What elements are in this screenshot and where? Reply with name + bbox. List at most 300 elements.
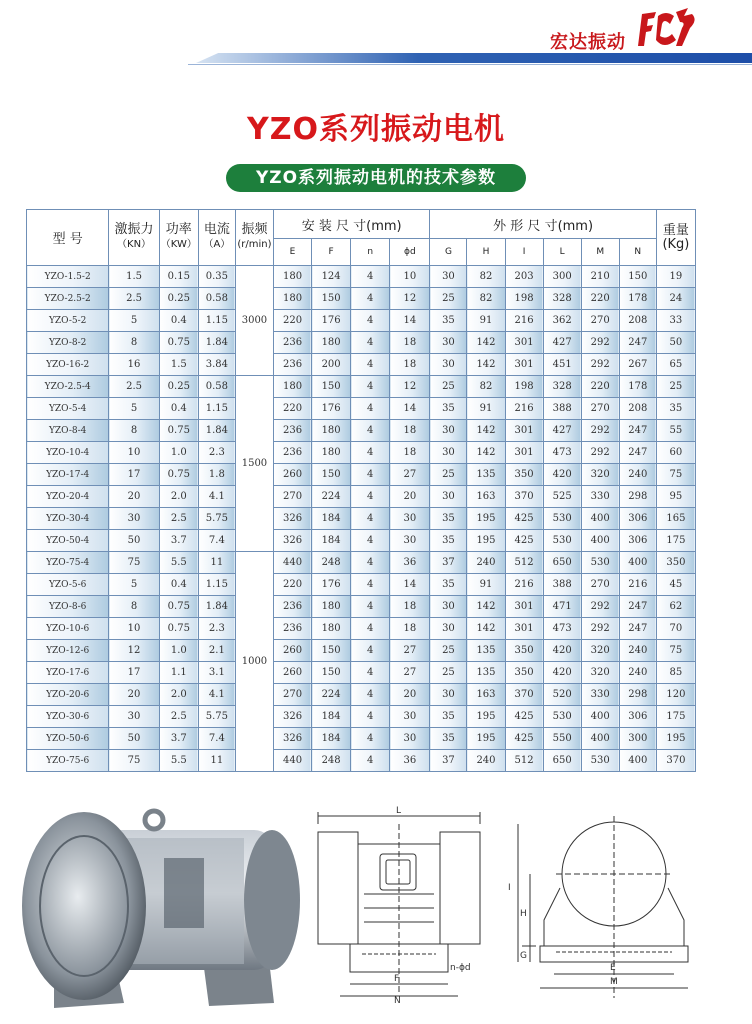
value-cell: 550 — [543, 728, 581, 750]
value-cell: 165 — [656, 508, 695, 530]
value-cell: 650 — [543, 750, 581, 772]
value-cell: 236 — [273, 442, 311, 464]
value-cell: 3.7 — [159, 530, 198, 552]
value-cell: 30 — [430, 486, 467, 508]
value-cell: 427 — [543, 420, 581, 442]
model-cell: YZO-5-6 — [27, 574, 109, 596]
value-cell: 400 — [619, 750, 656, 772]
value-cell: 216 — [619, 574, 656, 596]
table-row — [27, 398, 696, 420]
value-cell: 37 — [430, 552, 467, 574]
value-cell: 328 — [543, 288, 581, 310]
value-cell: 3.1 — [198, 662, 235, 684]
value-cell: 12 — [390, 288, 430, 310]
value-cell: 0.4 — [159, 398, 198, 420]
dim-label-G: G — [520, 951, 527, 961]
value-cell: 195 — [467, 508, 505, 530]
value-cell: 30 — [390, 508, 430, 530]
value-cell: 2.5 — [159, 508, 198, 530]
dim-label-N: N — [394, 996, 401, 1004]
value-cell: 298 — [619, 684, 656, 706]
value-cell: 2.5 — [159, 706, 198, 728]
value-cell: 175 — [656, 530, 695, 552]
value-cell: 320 — [581, 464, 619, 486]
model-cell: YZO-50-4 — [27, 530, 109, 552]
value-cell: 224 — [312, 684, 351, 706]
page-title: YZO系列振动电机 — [247, 112, 505, 147]
value-cell: 2.5 — [109, 376, 159, 398]
value-cell: 292 — [581, 596, 619, 618]
value-cell: 301 — [505, 442, 543, 464]
value-cell: 150 — [312, 640, 351, 662]
value-cell: 14 — [390, 398, 430, 420]
value-cell: 95 — [656, 486, 695, 508]
value-cell: 180 — [312, 420, 351, 442]
value-cell: 240 — [619, 464, 656, 486]
value-cell: 2.0 — [159, 684, 198, 706]
value-cell: 220 — [273, 398, 311, 420]
value-cell: 420 — [543, 464, 581, 486]
value-cell: 4 — [351, 750, 390, 772]
value-cell: 120 — [656, 684, 695, 706]
value-cell: 320 — [581, 640, 619, 662]
value-cell: 530 — [543, 530, 581, 552]
value-cell: 425 — [505, 530, 543, 552]
value-cell: 425 — [505, 508, 543, 530]
value-cell: 1.84 — [198, 420, 235, 442]
table-row — [27, 706, 696, 728]
col-E: E — [273, 239, 311, 266]
value-cell: 1.1 — [159, 662, 198, 684]
value-cell: 236 — [273, 354, 311, 376]
model-cell: YZO-8-4 — [27, 420, 109, 442]
value-cell: 17 — [109, 464, 159, 486]
value-cell: 208 — [619, 310, 656, 332]
value-cell: 216 — [505, 398, 543, 420]
value-cell: 35 — [430, 398, 467, 420]
value-cell: 4 — [351, 728, 390, 750]
value-cell: 267 — [619, 354, 656, 376]
value-cell: 306 — [619, 530, 656, 552]
table-row — [27, 530, 696, 552]
value-cell: 326 — [273, 530, 311, 552]
value-cell: 370 — [505, 684, 543, 706]
value-cell: 4 — [351, 310, 390, 332]
value-cell: 180 — [273, 376, 311, 398]
value-cell: 7.4 — [198, 728, 235, 750]
value-cell: 20 — [109, 684, 159, 706]
value-cell: 163 — [467, 684, 505, 706]
value-cell: 0.75 — [159, 596, 198, 618]
value-cell: 135 — [467, 640, 505, 662]
value-cell: 10 — [109, 442, 159, 464]
value-cell: 2.3 — [198, 442, 235, 464]
value-cell: 5 — [109, 310, 159, 332]
value-cell: 301 — [505, 618, 543, 640]
table-row — [27, 574, 696, 596]
value-cell: 440 — [273, 552, 311, 574]
value-cell: 1.8 — [198, 464, 235, 486]
value-cell: 75 — [109, 750, 159, 772]
value-cell: 8 — [109, 332, 159, 354]
side-view-drawing — [500, 812, 716, 1008]
value-cell: 530 — [581, 750, 619, 772]
value-cell: 208 — [619, 398, 656, 420]
col-F: F — [312, 239, 351, 266]
value-cell: 18 — [390, 420, 430, 442]
value-cell: 5.5 — [159, 750, 198, 772]
value-cell: 1.15 — [198, 310, 235, 332]
value-cell: 12 — [390, 376, 430, 398]
value-cell: 60 — [656, 442, 695, 464]
col-frequency: 振频 (r/min) — [235, 210, 273, 266]
value-cell: 142 — [467, 332, 505, 354]
value-cell: 65 — [656, 354, 695, 376]
value-cell: 350 — [505, 464, 543, 486]
value-cell: 270 — [273, 684, 311, 706]
value-cell: 236 — [273, 420, 311, 442]
value-cell: 530 — [543, 508, 581, 530]
value-cell: 270 — [581, 310, 619, 332]
value-cell: 184 — [312, 530, 351, 552]
col-force: 激振力 （KN） — [109, 210, 159, 266]
table-row — [27, 486, 696, 508]
model-cell: YZO-8-6 — [27, 596, 109, 618]
model-cell: YZO-5-4 — [27, 398, 109, 420]
value-cell: 70 — [656, 618, 695, 640]
value-cell: 530 — [543, 706, 581, 728]
motor-photo — [14, 798, 308, 1012]
value-cell: 330 — [581, 486, 619, 508]
value-cell: 178 — [619, 288, 656, 310]
model-cell: YZO-75-4 — [27, 552, 109, 574]
value-cell: 150 — [619, 266, 656, 288]
value-cell: 178 — [619, 376, 656, 398]
value-cell: 30 — [390, 728, 430, 750]
value-cell: 4 — [351, 398, 390, 420]
front-view-drawing — [310, 804, 488, 1004]
value-cell: 18 — [390, 596, 430, 618]
value-cell: 5 — [109, 574, 159, 596]
value-cell: 216 — [505, 310, 543, 332]
value-cell: 370 — [656, 750, 695, 772]
value-cell: 4 — [351, 508, 390, 530]
value-cell: 301 — [505, 596, 543, 618]
header-rule — [188, 64, 752, 65]
value-cell: 11 — [198, 552, 235, 574]
dim-label-H: H — [520, 909, 527, 919]
value-cell: 30 — [430, 596, 467, 618]
value-cell: 180 — [312, 332, 351, 354]
value-cell: 236 — [273, 618, 311, 640]
value-cell: 91 — [467, 398, 505, 420]
value-cell: 30 — [390, 530, 430, 552]
model-cell: YZO-10-4 — [27, 442, 109, 464]
header-band — [196, 53, 752, 63]
value-cell: 247 — [619, 618, 656, 640]
value-cell: 425 — [505, 728, 543, 750]
value-cell: 75 — [656, 464, 695, 486]
value-cell: 25 — [430, 662, 467, 684]
value-cell: 440 — [273, 750, 311, 772]
value-cell: 82 — [467, 288, 505, 310]
value-cell: 35 — [430, 728, 467, 750]
value-cell: 350 — [505, 662, 543, 684]
value-cell: 224 — [312, 486, 351, 508]
value-cell: 142 — [467, 354, 505, 376]
value-cell: 247 — [619, 596, 656, 618]
value-cell: 195 — [467, 728, 505, 750]
value-cell: 301 — [505, 354, 543, 376]
value-cell: 248 — [312, 750, 351, 772]
value-cell: 35 — [430, 508, 467, 530]
value-cell: 4 — [351, 266, 390, 288]
value-cell: 0.58 — [198, 288, 235, 310]
value-cell: 530 — [581, 552, 619, 574]
value-cell: 25 — [656, 376, 695, 398]
value-cell: 30 — [109, 508, 159, 530]
value-cell: 4 — [351, 420, 390, 442]
value-cell: 400 — [581, 530, 619, 552]
value-cell: 25 — [430, 640, 467, 662]
value-cell: 82 — [467, 266, 505, 288]
value-cell: 247 — [619, 332, 656, 354]
value-cell: 135 — [467, 662, 505, 684]
value-cell: 300 — [543, 266, 581, 288]
value-cell: 4 — [351, 706, 390, 728]
value-cell: 25 — [430, 288, 467, 310]
dim-label-L: L — [396, 806, 402, 816]
value-cell: 180 — [312, 442, 351, 464]
dim-label-nd: n-ϕd — [450, 963, 471, 973]
col-n: n — [351, 239, 390, 266]
value-cell: 270 — [273, 486, 311, 508]
value-cell: 362 — [543, 310, 581, 332]
col-group-mount: 安 装 尺 寸(mm) — [273, 210, 429, 239]
value-cell: 14 — [390, 310, 430, 332]
value-cell: 17 — [109, 662, 159, 684]
value-cell: 8 — [109, 420, 159, 442]
value-cell: 512 — [505, 552, 543, 574]
value-cell: 0.15 — [159, 266, 198, 288]
value-cell: 36 — [390, 750, 430, 772]
value-cell: 36 — [390, 552, 430, 574]
frequency-cell: 1000 — [235, 552, 273, 772]
value-cell: 85 — [656, 662, 695, 684]
spec-table — [26, 209, 696, 772]
value-cell: 18 — [390, 332, 430, 354]
value-cell: 471 — [543, 596, 581, 618]
value-cell: 400 — [619, 552, 656, 574]
value-cell: 220 — [581, 288, 619, 310]
value-cell: 320 — [581, 662, 619, 684]
value-cell: 200 — [312, 354, 351, 376]
value-cell: 5.75 — [198, 508, 235, 530]
value-cell: 176 — [312, 310, 351, 332]
value-cell: 35 — [430, 530, 467, 552]
dim-label-F: F — [394, 974, 400, 984]
value-cell: 180 — [273, 288, 311, 310]
model-cell: YZO-30-6 — [27, 706, 109, 728]
col-N: N — [619, 239, 656, 266]
value-cell: 306 — [619, 706, 656, 728]
value-cell: 520 — [543, 684, 581, 706]
value-cell: 240 — [619, 640, 656, 662]
model-cell: YZO-2.5-2 — [27, 288, 109, 310]
value-cell: 650 — [543, 552, 581, 574]
value-cell: 292 — [581, 618, 619, 640]
dim-label-E: E — [610, 963, 616, 973]
value-cell: 451 — [543, 354, 581, 376]
value-cell: 16 — [109, 354, 159, 376]
value-cell: 240 — [467, 750, 505, 772]
value-cell: 18 — [390, 354, 430, 376]
value-cell: 4 — [351, 684, 390, 706]
value-cell: 4 — [351, 332, 390, 354]
table-row — [27, 750, 696, 772]
value-cell: 11 — [198, 750, 235, 772]
value-cell: 306 — [619, 508, 656, 530]
value-cell: 45 — [656, 574, 695, 596]
value-cell: 301 — [505, 332, 543, 354]
value-cell: 326 — [273, 706, 311, 728]
value-cell: 10 — [390, 266, 430, 288]
value-cell: 427 — [543, 332, 581, 354]
value-cell: 30 — [430, 684, 467, 706]
value-cell: 25 — [430, 464, 467, 486]
value-cell: 35 — [656, 398, 695, 420]
model-cell: YZO-16-2 — [27, 354, 109, 376]
table-row — [27, 266, 696, 288]
value-cell: 37 — [430, 750, 467, 772]
table-row — [27, 552, 696, 574]
value-cell: 247 — [619, 420, 656, 442]
value-cell: 248 — [312, 552, 351, 574]
value-cell: 2.3 — [198, 618, 235, 640]
model-cell: YZO-10-6 — [27, 618, 109, 640]
value-cell: 400 — [581, 728, 619, 750]
value-cell: 4 — [351, 618, 390, 640]
value-cell: 195 — [467, 530, 505, 552]
value-cell: 180 — [312, 596, 351, 618]
value-cell: 1.0 — [159, 640, 198, 662]
value-cell: 425 — [505, 706, 543, 728]
value-cell: 236 — [273, 332, 311, 354]
value-cell: 198 — [505, 376, 543, 398]
value-cell: 240 — [619, 662, 656, 684]
model-cell: YZO-5-2 — [27, 310, 109, 332]
value-cell: 124 — [312, 266, 351, 288]
value-cell: 30 — [430, 618, 467, 640]
value-cell: 4.1 — [198, 486, 235, 508]
value-cell: 0.75 — [159, 618, 198, 640]
value-cell: 4 — [351, 486, 390, 508]
value-cell: 270 — [581, 574, 619, 596]
col-H: H — [467, 239, 505, 266]
value-cell: 350 — [505, 640, 543, 662]
value-cell: 240 — [467, 552, 505, 574]
model-cell: YZO-12-6 — [27, 640, 109, 662]
dim-label-I: I — [508, 883, 511, 893]
value-cell: 301 — [505, 420, 543, 442]
value-cell: 4 — [351, 376, 390, 398]
value-cell: 203 — [505, 266, 543, 288]
value-cell: 20 — [390, 486, 430, 508]
value-cell: 4 — [351, 530, 390, 552]
value-cell: 220 — [273, 310, 311, 332]
col-G: G — [430, 239, 467, 266]
value-cell: 2.1 — [198, 640, 235, 662]
value-cell: 210 — [581, 266, 619, 288]
value-cell: 176 — [312, 398, 351, 420]
col-L: L — [543, 239, 581, 266]
value-cell: 0.4 — [159, 310, 198, 332]
value-cell: 4 — [351, 288, 390, 310]
value-cell: 50 — [656, 332, 695, 354]
value-cell: 328 — [543, 376, 581, 398]
value-cell: 0.75 — [159, 420, 198, 442]
value-cell: 220 — [273, 574, 311, 596]
table-row — [27, 464, 696, 486]
brand-name: 宏达振动 — [550, 32, 626, 53]
value-cell: 400 — [581, 508, 619, 530]
value-cell: 82 — [467, 376, 505, 398]
value-cell: 142 — [467, 442, 505, 464]
company-logo — [636, 6, 700, 52]
value-cell: 19 — [656, 266, 695, 288]
table-row — [27, 420, 696, 442]
value-cell: 50 — [109, 530, 159, 552]
value-cell: 473 — [543, 442, 581, 464]
value-cell: 350 — [656, 552, 695, 574]
table-row — [27, 508, 696, 530]
value-cell: 184 — [312, 508, 351, 530]
value-cell: 35 — [430, 706, 467, 728]
value-cell: 1.15 — [198, 398, 235, 420]
value-cell: 142 — [467, 618, 505, 640]
value-cell: 512 — [505, 750, 543, 772]
value-cell: 198 — [505, 288, 543, 310]
value-cell: 142 — [467, 420, 505, 442]
col-M: M — [581, 239, 619, 266]
value-cell: 184 — [312, 706, 351, 728]
value-cell: 27 — [390, 662, 430, 684]
section-subtitle: YZO系列振动电机的技术参数 — [226, 164, 526, 192]
value-cell: 420 — [543, 662, 581, 684]
value-cell: 150 — [312, 376, 351, 398]
table-row — [27, 376, 696, 398]
value-cell: 91 — [467, 574, 505, 596]
value-cell: 150 — [312, 464, 351, 486]
value-cell: 4.1 — [198, 684, 235, 706]
value-cell: 184 — [312, 728, 351, 750]
value-cell: 260 — [273, 464, 311, 486]
value-cell: 142 — [467, 596, 505, 618]
value-cell: 0.25 — [159, 288, 198, 310]
value-cell: 50 — [109, 728, 159, 750]
value-cell: 18 — [390, 442, 430, 464]
value-cell: 30 — [430, 420, 467, 442]
value-cell: 525 — [543, 486, 581, 508]
value-cell: 7.4 — [198, 530, 235, 552]
model-cell: YZO-8-2 — [27, 332, 109, 354]
value-cell: 91 — [467, 310, 505, 332]
value-cell: 388 — [543, 574, 581, 596]
value-cell: 270 — [581, 398, 619, 420]
value-cell: 220 — [581, 376, 619, 398]
value-cell: 14 — [390, 574, 430, 596]
value-cell: 30 — [390, 706, 430, 728]
